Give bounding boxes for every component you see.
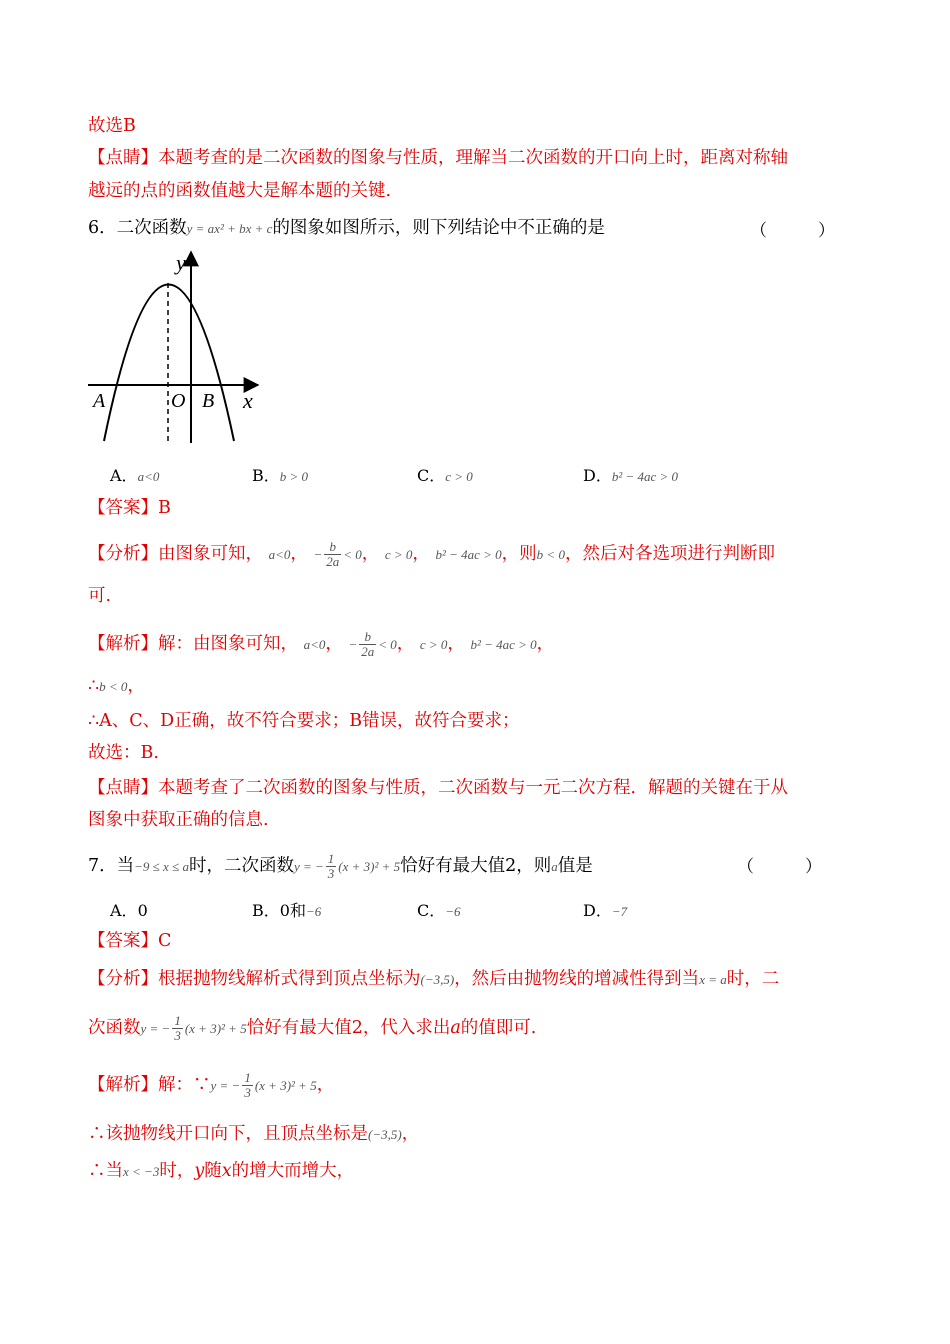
point-b-label: B bbox=[202, 390, 215, 412]
q7-answer: 【答案】C bbox=[88, 931, 172, 951]
q6-therefore-1: ∴b < 0， bbox=[88, 676, 145, 696]
q6-analysis-line1: 【分析】由图象可知， a<0， − $\frac{b}{2a}$ < 0， c > 0， b² − 4ac > 0，则b < 0，然后对各选项进行判断即 bbox=[88, 539, 775, 569]
q6-dianjing-line2: 图象中获取正确的信息. bbox=[88, 810, 269, 830]
question-7: 7．当−9 ≤ x ≤ a时，二次函数y = − $\frac{1}{3}$ (x + 3)² + 5恰好有最大值2，则a值是 bbox=[88, 851, 593, 881]
y-label: y bbox=[176, 250, 186, 275]
q6-choose: 故选：B. bbox=[88, 743, 159, 763]
q6-dianjing-line1: 【点睛】本题考查了二次函数的图象与性质，二次函数与一元二次方程．解题的关键在于从 bbox=[88, 778, 788, 798]
q6-suffix: 的图象如图所示，则下列结论中不正确的是 bbox=[272, 218, 605, 238]
q6-option-d: D．b² − 4ac > 0 bbox=[583, 466, 679, 485]
dianjing-1-line2: 越远的点的函数值越大是解本题的关键. bbox=[88, 181, 392, 201]
q7-analysis-line2: 次函数y = − $\frac{1}{3}$ (x + 3)² + 5恰好有最大值2，代入求出a的值即可. bbox=[88, 1013, 537, 1043]
origin-label: O bbox=[171, 390, 186, 412]
q6-option-a: A．a<0 bbox=[110, 466, 160, 485]
q6-answer-paren: （ ） bbox=[750, 221, 835, 241]
q6-answer: 【答案】B bbox=[88, 498, 171, 518]
q7-option-a: A．0 bbox=[110, 901, 148, 920]
q6-therefore-2: ∴A、C、D正确，故不符合要求；B错误，故符合要求； bbox=[88, 711, 520, 731]
parabola-curve bbox=[104, 285, 234, 442]
choose-b-line: 故选B bbox=[88, 116, 136, 136]
x-label: x bbox=[243, 388, 253, 413]
q6-formula: y = ax² + bx + c bbox=[186, 221, 273, 236]
q7-increasing: ∴当x < −3时，y随x的增大而增大， bbox=[88, 1161, 355, 1181]
question-6 bbox=[88, 216, 605, 241]
q7-analysis-line1: 【分析】根据抛物线解析式得到顶点坐标为(−3,5)，然后由抛物线的增减性得到当x = a时，二 bbox=[88, 969, 780, 989]
q6-option-b: B．b > 0 bbox=[252, 466, 309, 485]
q6-prefix: 6．二次函数 bbox=[88, 218, 187, 238]
dianjing-tag: 【点睛】 bbox=[88, 148, 158, 168]
point-a-label: A bbox=[93, 390, 106, 412]
q7-option-d: D．−7 bbox=[583, 901, 628, 920]
q7-option-b: B．0和−6 bbox=[252, 901, 322, 920]
q7-option-c: C．−6 bbox=[417, 901, 461, 920]
parabola-graph bbox=[88, 248, 268, 448]
dianjing-text: 本题考查的是二次函数的图象与性质，理解当二次函数的开口向上时，距离对称轴 bbox=[158, 148, 788, 168]
dianjing-1-line1 bbox=[88, 146, 788, 170]
q7-jiexi: 【解析】解：∵y = − $\frac{1}{3}$ (x + 3)² + 5， bbox=[88, 1070, 335, 1100]
q6-option-c: C．c > 0 bbox=[417, 466, 473, 485]
q7-answer-paren: （ ） bbox=[737, 857, 822, 877]
q6-jiexi: 【解析】解：由图象可知， a<0， − $\frac{b}{2a}$ < 0， c > 0， b² − 4ac > 0， bbox=[88, 629, 555, 659]
q6-analysis-line2: 可. bbox=[88, 586, 112, 606]
q7-open-down: ∴该抛物线开口向下，且顶点坐标是(−3,5)， bbox=[88, 1124, 420, 1144]
